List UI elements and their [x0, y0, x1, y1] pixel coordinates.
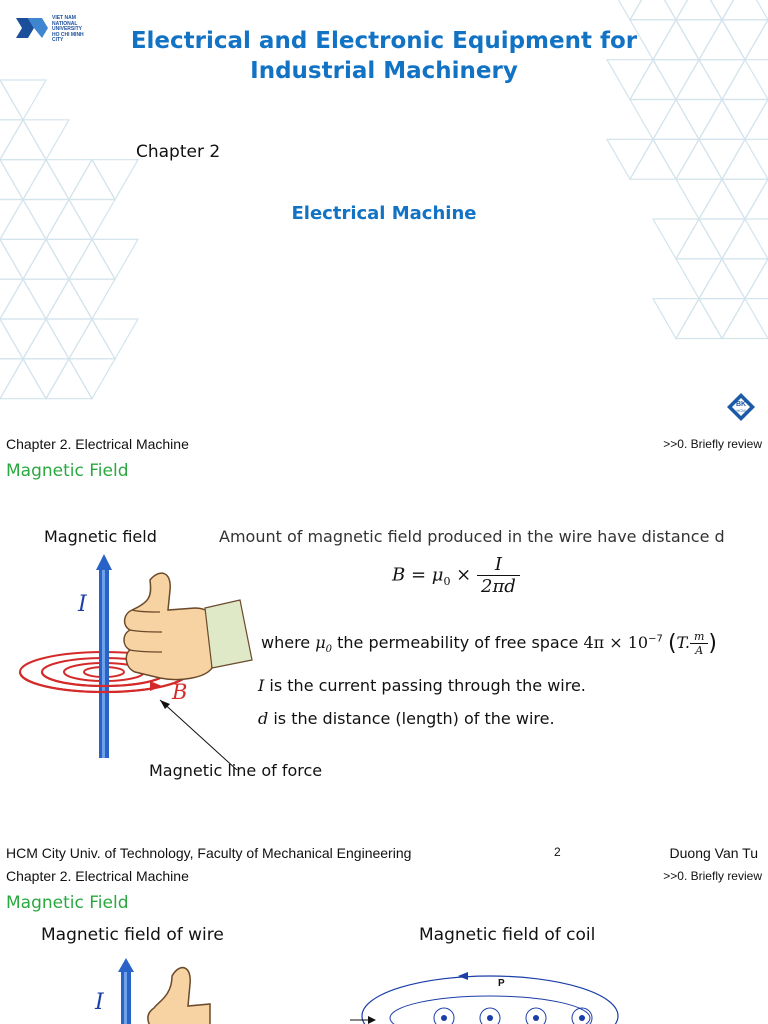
arrow-up-icon: [96, 554, 112, 570]
slide-header-right: >>0. Briefly review: [663, 869, 762, 883]
coil-field-label: Magnetic field of coil: [419, 925, 596, 945]
where-mu: μ: [315, 633, 326, 652]
field-arrow-icon: [458, 972, 468, 980]
slide-header-left: Chapter 2. Electrical Machine: [6, 868, 189, 884]
current-definition: [258, 676, 586, 695]
current-text: is the current passing through the wire.: [264, 676, 586, 695]
thumb-up-hand-icon: [148, 968, 210, 1024]
footer-right: Duong Van Tu: [669, 845, 758, 861]
right-hand-rule-diagram: [0, 550, 260, 770]
thumb-up-hand-icon: [124, 573, 252, 679]
chapter-subtitle: Electrical Machine: [291, 203, 477, 224]
chapter-label: Chapter 2: [136, 142, 221, 162]
vnu-logo-text-4: HO CHI MINH CITY: [52, 31, 84, 43]
diagram-field-label: B: [172, 680, 188, 704]
vnu-logo-text-3: UNIVERSITY: [52, 26, 83, 32]
title-line-2: Industrial Machinery: [250, 58, 518, 84]
wire-field-label: Magnetic field of wire: [41, 925, 224, 945]
formula-sub: 0: [443, 575, 451, 589]
bk-logo-text: BK: [735, 401, 747, 408]
vnu-logo-text-1: VIET NAM: [52, 15, 76, 21]
where-mu-sub: 0: [325, 644, 333, 656]
permeability-line: where $\mu_0$ the permeability of free space $4\pi \times 10^{-7}$ (T. $\frac{m}{A}$ ): [261, 630, 717, 657]
current-var: I: [258, 676, 265, 695]
magnetic-field-label: Magnetic field: [44, 527, 157, 546]
title-slide: [0, 0, 768, 432]
distance-var: d: [258, 709, 269, 728]
unit-t: T.: [676, 633, 690, 652]
diagram-caption: Magnetic line of force: [149, 761, 323, 780]
vnu-logo-text-2: NATIONAL: [52, 20, 78, 27]
title-line-1: Electrical and Electronic Equipment for: [130, 28, 638, 54]
vnu-logo-icon: [14, 14, 50, 42]
coil-field-diagram: [340, 956, 640, 1024]
distance-text: is the distance (length) of the wire.: [268, 709, 555, 728]
page-title: [84, 26, 684, 86]
slide-header-left: Chapter 2. Electrical Machine: [6, 436, 189, 452]
where-prefix: where: [261, 633, 316, 652]
footer-left: HCM City Univ. of Technology, Faculty of Mechanical Engineering: [6, 845, 412, 861]
bk-logo: [726, 392, 756, 422]
diagram-current-label: I: [78, 592, 87, 617]
magnetic-field-slide-3: [0, 864, 768, 1024]
footer-page-number: 2: [554, 845, 561, 859]
slide-header-right: >>0. Briefly review: [663, 437, 762, 451]
arrow-right-icon: [368, 1016, 376, 1024]
unit-a: A: [695, 644, 704, 657]
coil-point-label: P: [498, 978, 505, 989]
unit-fraction: [690, 630, 708, 657]
diagram-current-label: I: [95, 990, 104, 1015]
where-exponent: −7: [648, 633, 663, 645]
vnu-logo: [14, 14, 94, 42]
where-text: the permeability of free space: [332, 633, 584, 652]
bk-logo-sub: HCM: [736, 408, 746, 413]
formula-numerator: I: [477, 554, 520, 576]
field-description: Amount of magnetic field produced in the wire have distance d: [219, 527, 725, 546]
wire-diagram: [80, 956, 240, 1024]
distance-definition: [258, 709, 555, 728]
field-arrow-icon: [150, 681, 162, 691]
section-title: Magnetic Field: [6, 461, 129, 481]
unit-m: m: [690, 630, 708, 644]
formula-fraction: [477, 554, 520, 597]
arrow-up-icon: [118, 958, 134, 972]
section-title: Magnetic Field: [6, 893, 129, 913]
wire: [96, 554, 112, 758]
magnetic-field-slide: [0, 432, 768, 864]
formula-denominator: 2πd: [481, 576, 516, 597]
field-formula: [392, 554, 520, 597]
where-value: 4π × 10: [583, 633, 649, 652]
formula-lhs: B = μ: [392, 564, 444, 586]
formula-times: ×: [450, 564, 472, 586]
